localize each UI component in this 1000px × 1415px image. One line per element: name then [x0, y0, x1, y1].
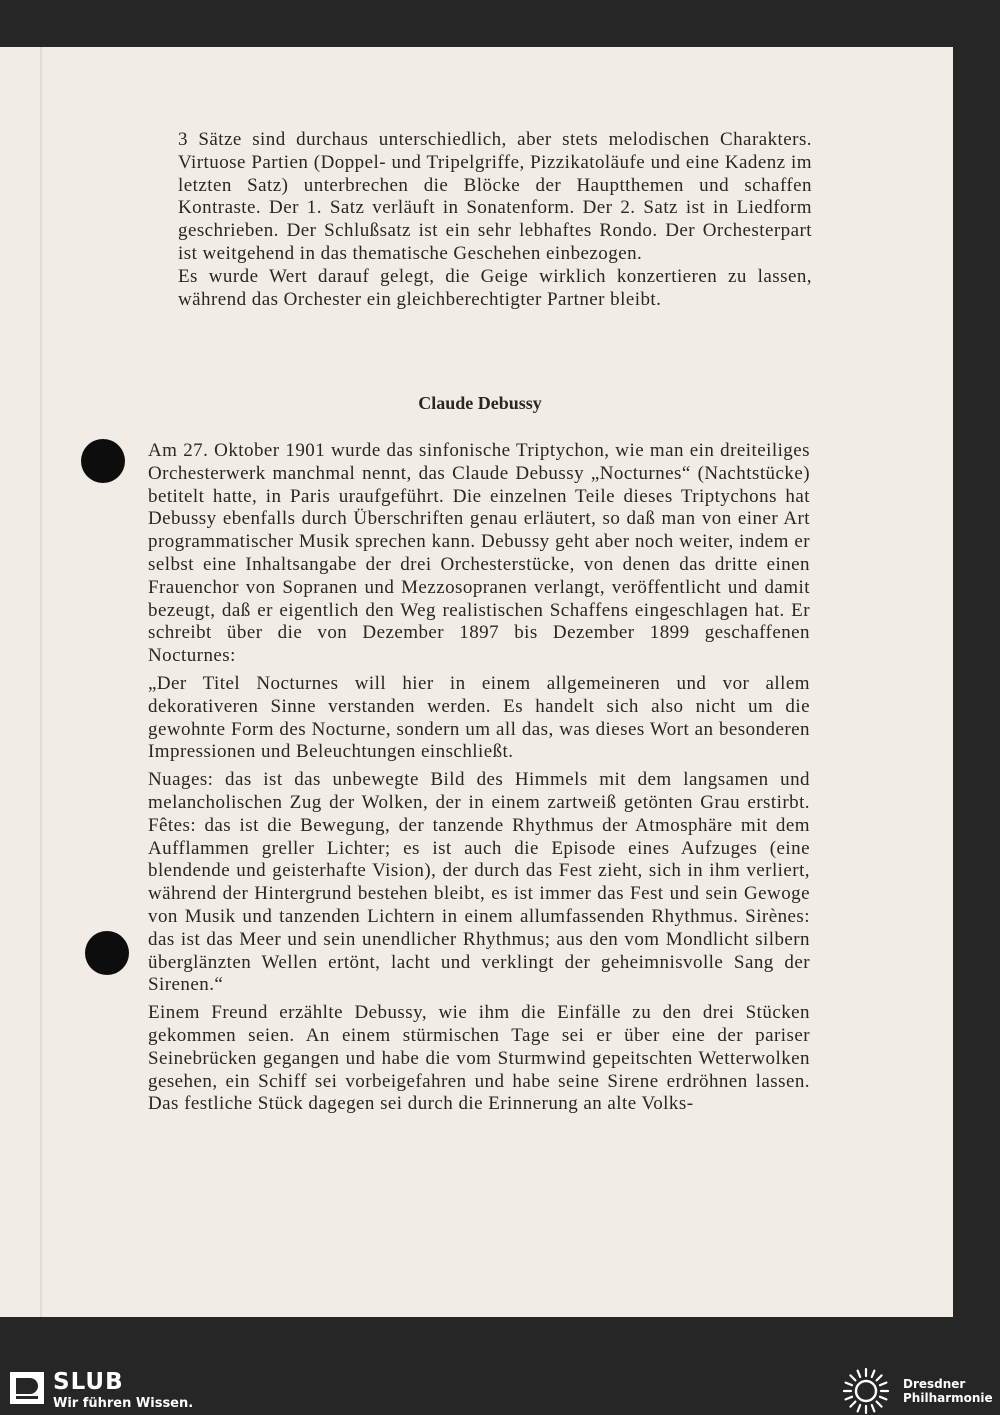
slub-tagline: Wir führen Wissen. [53, 1396, 194, 1411]
paragraph: Es wurde Wert darauf gelegt, die Geige wirklich konzertieren zu lassen, während das Orchester ein gleichberechtigter Partner bleibt. [178, 265, 812, 310]
footer-bar [0, 1364, 1000, 1414]
quote-paragraph: Nuages: das ist das unbewegte Bild des Himmels mit dem langsamen und melancholischen Zug der Wolken, der in einem zartweiß getönten Grau erstirbt. Fêtes: das ist die Bewegung, der tanzende Rhythmus der Atmosphäre mit dem Aufflammen greller Lichter; es ist auch die Episode eines Aufzuges (eine blendende und geisterhafte Vision), der durch das Fest zieht, sich in ihm verliert, während der Hintergrund bestehen bleibt, es ist immer das Fest und sein Gewoge von Musik und tanzenden Lichtern in einem allumfassenden Rhythmus. Sirènes: das ist das Meer und sein unendlicher Rhythmus; aus den vom Mondlicht silbern überglänzten Wellen ertönt, lacht und verklingt der geheimnisvolle Sang der Sirenen.“ [148, 769, 810, 996]
paragraph: Am 27. Oktober 1901 wurde das sinfonische Triptychon, wie man ein dreiteiliges Orchesterwerk manchmal nennt, das Claude Debussy „Nocturnes“ (Nachtstücke) betitelt hatte, in Paris uraufgeführt. Die einzelnen Teile dieses Triptychons hat Debussy ebenfalls durch Überschriften genau erläutert, so daß man von einer Art programmatischer Musik sprechen kann. Debussy geht aber noch weiter, indem er selbst eine Inhaltsangabe der drei Orchesterstücke, von denen das dritte einen Frauenchor von Sopranen und Mezzosopranen verlangt, veröffentlicht und damit bezeugt, daß er eigentlich den Weg realistischen Schaffens eingeschlagen hat. Er schreibt über die von Dezember 1897 bis Dezember 1899 geschaffenen Nocturnes: [148, 440, 810, 667]
slub-name: SLUB [53, 1369, 124, 1395]
intro-text-block [178, 129, 812, 311]
punch-hole-bottom [85, 931, 129, 975]
quote-paragraph: „Der Titel Nocturnes will hier in einem allgemeineren und vor allem dekorativeren Sinne verstanden werden. Es handelt sich also nicht um die gewohnte Form des Nocturne, sondern um all das, was dieses Wort an besonderen Impressionen und Beleuchtungen einschließt. [148, 672, 810, 763]
philharmonie-name-line2: Philharmonie [903, 1391, 993, 1405]
philharmonie-logo-icon [842, 1367, 890, 1415]
philharmonie-name [903, 1377, 993, 1405]
page-fold-edge [40, 47, 42, 1317]
slub-logo-icon [10, 1372, 44, 1404]
paragraph: 3 Sätze sind durchaus unterschiedlich, aber stets melodischen Charakters. Virtuose Partien (Doppel- und Tripelgriffe, Pizzikatoläufe und eine Kadenz im letzten Satz) unterbrechen die Blöcke der Hauptthemen und schaffen Kontraste. Der 1. Satz verläuft in Sonatenform. Der 2. Satz ist in Liedform geschrieben. Der Schlußsatz ist ein sehr lebhaftes Rondo. Der Orchesterpart ist weitgehend in das thematische Geschehen einbezogen. [178, 129, 812, 264]
paragraph: Einem Freund erzählte Debussy, wie ihm die Einfälle zu den drei Stücken gekommen seien. An einem stürmischen Tage sei er über eine der pariser Seinebrücken gegangen und habe die vom Sturmwind gepeitschten Wetterwolken gesehen, ein Schiff sei vorbeigefahren und habe seine Sirene erdröhnen lassen. Das festliche Stück dagegen sei durch die Erinnerung an alte Volks- [148, 1002, 810, 1115]
philharmonie-name-line1: Dresdner [903, 1377, 966, 1391]
punch-hole-top [81, 439, 125, 483]
section-heading: Claude Debussy [418, 393, 542, 413]
debussy-text-block [148, 440, 810, 1116]
